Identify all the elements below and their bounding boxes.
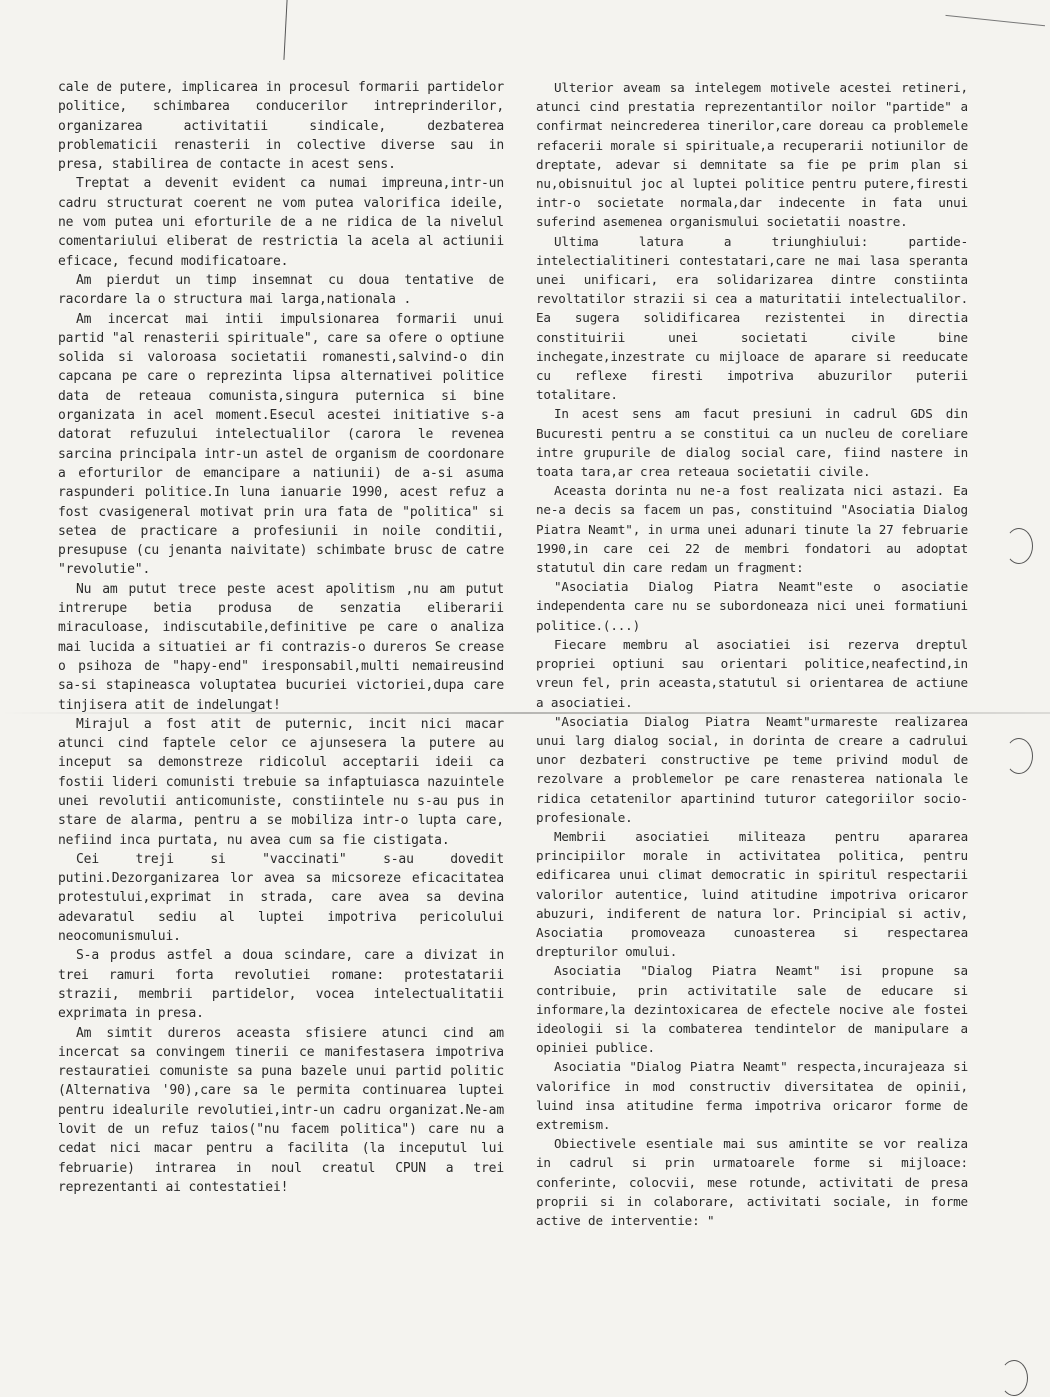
paragraph: Obiectivele esentiale mai sus amintite se vor realiza in cadrul si prin urmatoarele forme si mijloace: conferinte, colocvii, mese rotunde, activitati de presa proprii si in colaborare, activitati sociale, in forme active de interventie: ": [536, 1136, 968, 1228]
paragraph: Aceasta dorinta nu ne-a fost realizata nici astazi. Ea ne-a decis sa facem un pas, constituind "Asociatia Dialog Piatra Neamt", in urma unei adunari tinute la 27 februarie 1990,in care cei 22 de membri fondatori au adoptat statutul din care redam un fragment:: [536, 483, 968, 576]
paragraph: Am incercat mai intii impulsionarea formarii unui partid "al renasterii spirituale", care sa ofere o optiune solida si valoroasa societatii romanesti,salvind-o din capcana pe care o reprezinta lipsa alternativei politice data de reteaua comunista,singura puternica si bine organizata in acel moment.Esecul acestei initiative s-a datorat refuzului intelectualilor (carora le revenea sarcina principala intr-un astel de organism de coordonare a eforturilor de emancipare a natiunii) de a-si asuma raspunderi politice.In luna ianuarie 1990, acest refuz a fost cvasigeneral motivat prin ura fata de "politica" si setea de practicare a profesiunii in noile conditii, presupuse (cu jenanta naivitate) schimbate brusc de catre "revolutie".: [58, 311, 504, 578]
corner-scribble: [943, 15, 1045, 50]
paragraph: cale de putere, implicarea in procesul formarii partidelor politice, schimbarea conducerilor intreprinderilor, organizarea activitatii sindicale, dezbaterea problematicii renasterii in colective diverse sau in presa, stabilirea de contacte in acest sens.: [58, 80, 504, 173]
paragraph: Cei treji si "vaccinati" s-au dovedit putini.Dezorganizarea lor avea sa micsoreze eficacitatea protestului,exprimat in strada, care avea sa devina adevaratul sediu al luptei impotriva pericolului neocomunismului.: [58, 851, 504, 945]
paragraph: Ultima latura a triunghiului: partide-intelectialitineri contestatari,care ne mai lasa speranta unei unificari, era solidarizarea dintre constiinta revoltatilor strazii si cea a maturitatii intelectualilor. Ea sugera solidificarea rezistentei in directia constituirii unei societati civile bine inchegate,inzestrate cu mijloace de aparare si reeducate cu reflexe firesti impotriva abuzurilor puterii totalitare.: [536, 233, 968, 403]
right-text-column: [536, 78, 968, 1230]
left-text-column: [58, 78, 504, 1197]
paragraph: Asociatia "Dialog Piatra Neamt" respecta,incurajeaza si valorifice in mod constructiv diversitatea de opinii, luind insa atitudine ferma impotriva oricaror forme de extremism.: [536, 1059, 968, 1132]
paragraph: Fiecare membru al asociatiei isi rezerva dreptul propriei optiuni sau orientari politice,neafectind,in vreun fel, prin aceasta,statutul si orientarea de actiune a asociatiei.: [536, 636, 968, 710]
paragraph: In acest sens am facut presiuni in cadrul GDS din Bucuresti pentru a se constitui ca un nucleu de coreliare intre grupurile de dialog social care, fiind nastere in toata tara,ar crea reteaua societatii civile.: [536, 406, 968, 480]
punch-hole-mark: [1000, 1360, 1028, 1396]
paragraph: "Asociatia Dialog Piatra Neamt"urmareste realizarea unui larg dialog social, in dorinta de creare a cadrului unor dezbateri constructive pe teme privind modul de rezolvare a problemelor pe care renasterea nationala le ridica cetatenilor apartinind tuturor categoriilor socio-profesionale.: [536, 713, 968, 825]
paragraph: Am pierdut un timp insemnat cu doua tentative de racordare la o structura mai larga,nationala .: [58, 272, 504, 308]
paragraph: Asociatia "Dialog Piatra Neamt" isi propune sa contribuie, prin activitatile sale de educare si informare,la dezintoxicarea de efectele nocive ale fostei ideologii si la combaterea tendintelor de manipulare a opiniei publice.: [536, 963, 968, 1056]
paragraph: "Asociatia Dialog Piatra Neamt"este o asociatie independenta care nu se subordoneaza nici unei formatiuni politice.(...): [536, 579, 968, 633]
punch-hole-mark: [1005, 528, 1033, 564]
paragraph: Mirajul a fost atit de puternic, incit nici macar atunci cind faptele celor ce ajunsesera la putere au inceput sa demonstreze ridicolul acceptarii ideii ca fostii lideri comunisti trebuie sa infaptuiasca nazuintele unei revolutii anticomuniste, constiintele nu s-au pus in stare de alarma, pentru a se mobiliza intr-o lupta care, nefiind inca purtata, nu avea cum sa fie cistigata.: [58, 716, 504, 848]
paragraph: S-a produs astfel a doua scindare, care a divizat in trei ramuri forta revolutiei romane: protestatarii strazii, membrii partidelor, vocea intelectualitatii exprimata in presa.: [58, 948, 504, 1022]
punch-hole-mark: [1005, 738, 1033, 774]
paragraph: Ulterior aveam sa intelegem motivele acestei retineri, atunci cind prestatia reprezentantilor noilor "partide" a confirmat neincrederea tinerilor,care doreau ca problemele refacerii morale si spirituale,a recuperarii notiunilor de dreptate, adevar si demnitate sa fie pe prim plan si nu,obisnuitul joc al luptei politice pentru putere,firesti intr-o societate normala,dar indecente in fata unui suferind asemenea organismului societatii noastre.: [536, 80, 968, 230]
paragraph: Membrii asociatiei militeaza pentru apararea principiilor morale in activitatea politica, pentru edificarea unui climat democratic in spiritul respectarii valorilor autentice, luind atitudine impotriva oricaror abuzuri, indiferent de natura lor. Principial si activ, Asociatia promoveaza cunoasterea si respectarea drepturilor omului.: [536, 828, 968, 960]
paragraph: Am simtit dureros aceasta sfisiere atunci cind am incercat sa convingem tinerii ce manifestasera impotriva restauratiei comuniste sa puna bazele unui partid politic (Alternativa '90),care sa le permita continuarea luptei pentru idealurile revolutiei,intr-un cadru organizat.Ne-am lovit de un refuz taios("nu facem politica") care nu a cedat nici macar pentru a facilita (la inceputul lui februarie) intrarea in noul creatul CPUN a trei reprezentanti ai contestatiei!: [58, 1025, 504, 1195]
pen-mark: [283, 0, 289, 60]
paragraph: Nu am putut trece peste acest apolitism ,nu am putut intrerupe betia produsa de senzatia eliberarii miraculoase, indiscutabile,definitive pe care o analiza mai lucida a situatiei ar fi contrazis-o dureros Se crease o psihoza de "hapy-end" iresponsabil,multi nemaireusind sa-si stapineasca voluptatea bucuriei victoriei,dupa care tinjisera atit de indelungat!: [58, 581, 504, 713]
paragraph: Treptat a devenit evident ca numai impreuna,intr-un cadru structurat coerent ne vom putea valorifica ideile, ne vom putea uni eforturile de a ne ridica de la nivelul comentariului eliberat de restrictia la acela al actiunii eficace, fecund modificatoare.: [58, 176, 504, 269]
